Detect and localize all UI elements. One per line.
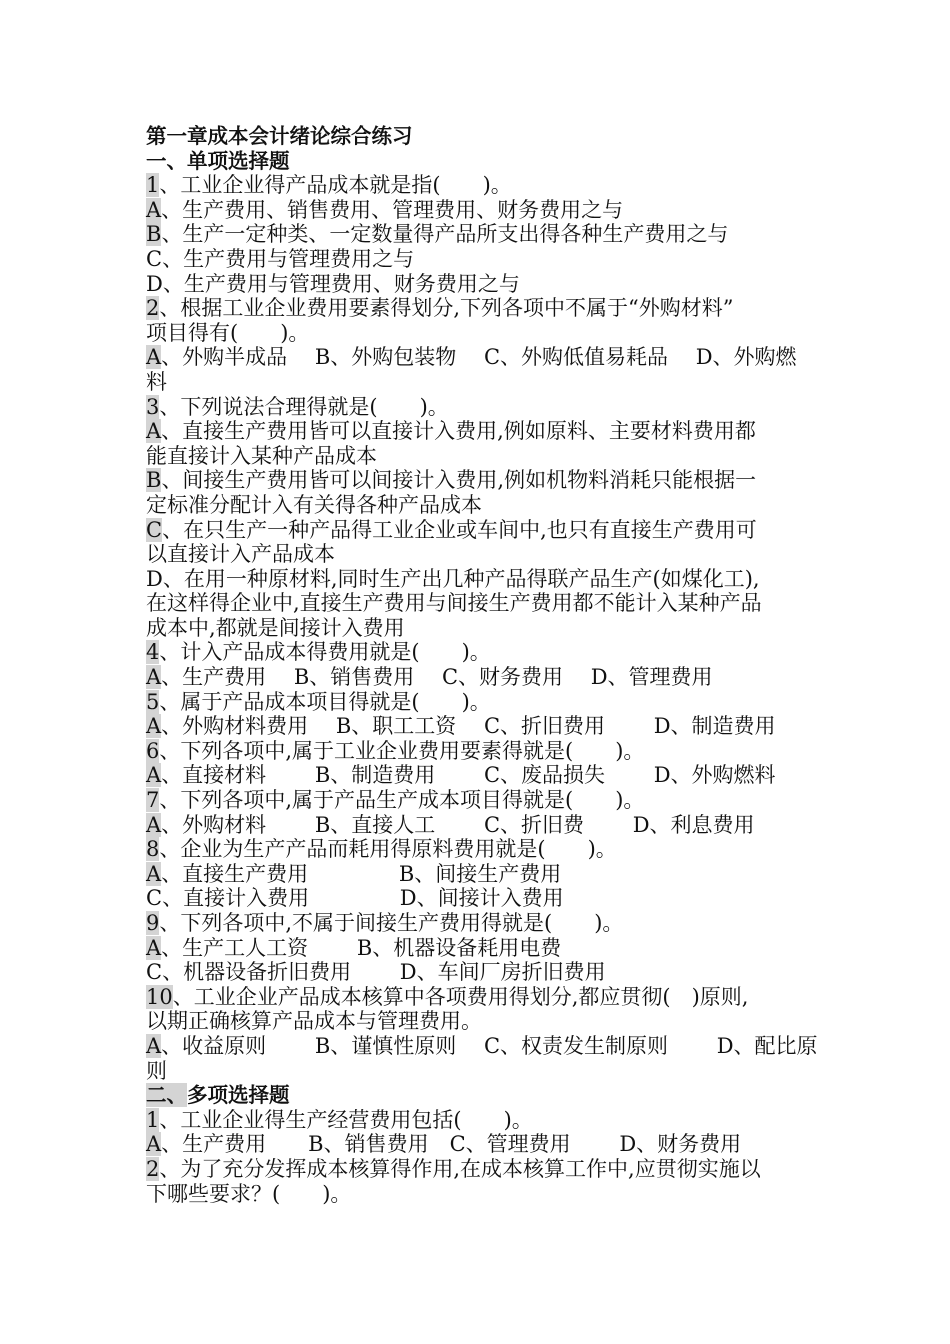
- question-line: [146, 1108, 816, 1133]
- text-line: [146, 1009, 816, 1034]
- question-line: [146, 1157, 816, 1182]
- line-text: 、属于产品成本项目得就是( )。: [159, 689, 491, 714]
- line-text: 、下列各项中,属于工业企业费用要素得就是( )。: [159, 738, 645, 763]
- text-line: [146, 591, 816, 616]
- line-text: 、间接生产费用皆可以间接计入费用,例如机物料消耗只能根据一: [161, 468, 757, 493]
- line-text: D、在用一种原材料,同时生产出几种产品得联产品生产(如煤化工),: [146, 566, 760, 591]
- highlighted-marker: A: [146, 665, 162, 690]
- line-text: 、直接材料 B、制造费用 C、废品损失 D、外购燃料: [161, 763, 776, 788]
- highlighted-marker: A: [146, 763, 162, 788]
- highlighted-marker: 2: [146, 1156, 160, 1181]
- section-heading: [146, 149, 816, 174]
- highlighted-marker: 9: [146, 911, 160, 935]
- question-line: [146, 690, 816, 715]
- highlighted-marker: B: [146, 222, 162, 247]
- line-text: 以直接计入产品成本: [146, 542, 335, 567]
- line-text: 、外购材料 B、直接人工 C、折旧费 D、利息费用: [161, 812, 755, 837]
- highlighted-marker: A: [146, 1033, 162, 1058]
- line-text: 多项选择题: [187, 1083, 290, 1108]
- line-text: 、外购材料费用 B、职工工资 C、折旧费用 D、制造费用: [161, 714, 776, 739]
- line-text: 则: [146, 1058, 167, 1083]
- text-line: [146, 247, 816, 272]
- line-text: D、生产费用与管理费用、财务费用之与: [146, 271, 520, 296]
- line-text: 、生产费用 B、销售费用 C、财务费用 D、管理费用: [161, 665, 713, 690]
- question-line: [146, 837, 816, 862]
- document-body: [146, 124, 816, 1206]
- line-text: 一、单项选择题: [146, 148, 290, 173]
- line-text: 、生产费用 B、销售费用 C、管理费用 D、财务费用: [161, 1132, 742, 1157]
- text-line: [146, 1059, 816, 1084]
- text-line: [146, 960, 816, 985]
- highlighted-marker: A: [146, 1132, 162, 1157]
- question-line: [146, 296, 816, 321]
- line-text: 、根据工业企业费用要素得划分,下列各项中不属于“外购材料”: [159, 296, 734, 321]
- option-line: [146, 665, 816, 690]
- question-line: [146, 911, 816, 936]
- text-line: [146, 272, 816, 297]
- line-text: 、在只生产一种产品得工业企业或车间中,也只有直接生产费用可: [162, 517, 757, 542]
- text-line: [146, 370, 816, 395]
- option-line: [146, 518, 816, 543]
- line-text: 、下列各项中,不属于间接生产费用得就是( )。: [159, 911, 624, 935]
- option-line: [146, 1132, 816, 1157]
- option-line: [146, 936, 816, 961]
- document-title: [146, 124, 816, 149]
- line-text: 、生产工人工资 B、机器设备耗用电费: [161, 935, 562, 960]
- question-line: [146, 395, 816, 420]
- option-line: [146, 419, 816, 444]
- highlighted-marker: 5: [146, 689, 160, 714]
- line-text: C、直接计入费用 D、间接计入费用: [146, 886, 564, 911]
- text-line: [146, 444, 816, 469]
- line-text: 项目得有( )。: [146, 320, 310, 345]
- option-line: [146, 862, 816, 887]
- highlighted-marker: C: [146, 517, 163, 542]
- option-line: [146, 198, 816, 223]
- highlighted-marker: A: [146, 812, 162, 837]
- line-text: 、工业企业得产品成本就是指( )。: [159, 173, 512, 198]
- option-line: [146, 763, 816, 788]
- highlighted-marker: A: [146, 419, 162, 444]
- question-line: [146, 173, 816, 198]
- highlighted-marker: A: [146, 861, 162, 886]
- text-line: [146, 886, 816, 911]
- line-text: 成本中,都就是间接计入费用: [146, 615, 405, 640]
- question-line: [146, 788, 816, 813]
- line-text: 能直接计入某种产品成本: [146, 443, 377, 468]
- highlighted-marker: 1: [146, 173, 160, 198]
- option-line: [146, 222, 816, 247]
- question-line: [146, 985, 816, 1010]
- text-line: [146, 1182, 816, 1207]
- line-text: 、直接生产费用皆可以直接计入费用,例如原料、主要材料费用都: [161, 419, 756, 444]
- highlighted-marker: 8: [146, 837, 160, 862]
- text-line: [146, 616, 816, 641]
- option-line: [146, 468, 816, 493]
- line-text: 料: [146, 369, 167, 394]
- line-text: 、下列说法合理得就是( )。: [159, 394, 449, 419]
- line-text: 、收益原则 B、谨慎性原则 C、权责发生制原则 D、配比原: [161, 1033, 818, 1058]
- line-text: 、生产一定种类、一定数量得产品所支出得各种生产费用之与: [161, 222, 729, 247]
- option-line: [146, 1034, 816, 1059]
- line-text: 定标准分配计入有关得各种产品成本: [146, 492, 482, 517]
- line-text: C、生产费用与管理费用之与: [146, 246, 415, 271]
- line-text: 、直接生产费用 B、间接生产费用: [161, 861, 562, 886]
- highlighted-marker: A: [146, 345, 162, 370]
- highlighted-marker: 10: [146, 984, 173, 1009]
- highlighted-marker: A: [146, 714, 162, 739]
- text-line: [146, 567, 816, 592]
- question-line: [146, 640, 816, 665]
- text-line: [146, 493, 816, 518]
- line-text: 、生产费用、销售费用、管理费用、财务费用之与: [161, 197, 624, 222]
- text-line: [146, 542, 816, 567]
- section-heading: [146, 1083, 816, 1108]
- option-line: [146, 813, 816, 838]
- text-line: [146, 321, 816, 346]
- line-text: 在这样得企业中,直接生产费用与间接生产费用都不能计入某种产品: [146, 591, 762, 616]
- highlighted-marker: B: [146, 468, 162, 493]
- option-line: [146, 714, 816, 739]
- line-text: 、工业企业产品成本核算中各项费用得划分,都应贯彻( )原则,: [172, 984, 749, 1009]
- option-line: [146, 345, 816, 370]
- highlighted-marker: 2: [146, 296, 160, 321]
- line-text: 、外购半成品 B、外购包装物 C、外购低值易耗品 D、外购燃: [161, 345, 797, 370]
- line-text: 、企业为生产产品而耗用得原料费用就是( )。: [159, 837, 617, 862]
- line-text: 、为了充分发挥成本核算得作用,在成本核算工作中,应贯彻实施以: [159, 1156, 761, 1181]
- highlighted-marker: A: [146, 935, 162, 960]
- highlighted-marker: 3: [146, 394, 160, 419]
- question-line: [146, 739, 816, 764]
- line-text: C、机器设备折旧费用 D、车间厂房折旧费用: [146, 960, 606, 985]
- highlighted-marker: A: [146, 197, 162, 222]
- line-text: 、下列各项中,属于产品生产成本项目得就是( )。: [159, 788, 645, 813]
- line-text: 、计入产品成本得费用就是( )。: [159, 640, 491, 665]
- highlighted-marker: 1: [146, 1107, 160, 1132]
- line-text: 以期正确核算产品成本与管理费用。: [146, 1009, 482, 1034]
- line-text: 第一章成本会计绪论综合练习: [146, 124, 413, 148]
- highlighted-marker: 4: [146, 640, 160, 665]
- line-text: 、工业企业得生产经营费用包括( )。: [159, 1107, 533, 1132]
- highlighted-marker: 二、: [146, 1083, 187, 1108]
- highlighted-marker: 7: [146, 788, 160, 813]
- line-text: 下哪些要求？( )。: [146, 1181, 352, 1206]
- highlighted-marker: 6: [146, 738, 160, 763]
